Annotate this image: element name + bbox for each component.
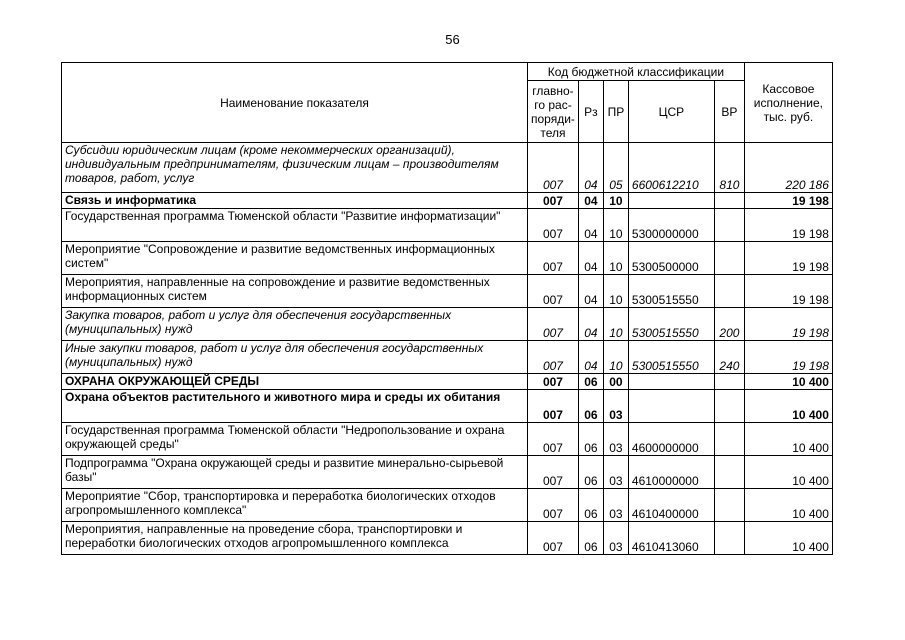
row-rz: 04	[578, 308, 603, 341]
row-vr: 200	[714, 308, 744, 341]
row-glavno: 007	[528, 242, 579, 275]
row-glavno: 007	[528, 374, 579, 390]
table-row	[62, 143, 833, 193]
row-glavno: 007	[528, 341, 579, 374]
table-row	[62, 456, 833, 489]
row-name: Мероприятие "Сбор, транспортировка и переработка биологических отходов агропромышленного комплекса"	[62, 489, 528, 522]
row-vr	[714, 374, 744, 390]
row-pr: 10	[603, 275, 628, 308]
row-sum: 10 400	[744, 456, 832, 489]
row-vr	[714, 209, 744, 242]
table-row	[62, 390, 833, 423]
row-sum: 19 198	[744, 193, 832, 209]
row-pr: 10	[603, 193, 628, 209]
row-rz: 06	[578, 489, 603, 522]
row-name: Субсидии юридическим лицам (кроме некоммерческих организаций), индивидуальным предпринимателям, физическим лицам – производителям товаров, работ, услуг	[62, 143, 528, 193]
row-csr: 4610413060	[628, 522, 714, 555]
row-name: Государственная программа Тюменской области "Развитие информатизации"	[62, 209, 528, 242]
row-pr: 00	[603, 374, 628, 390]
table-row	[62, 374, 833, 390]
row-sum: 19 198	[744, 308, 832, 341]
header-name: Наименование показателя	[62, 63, 528, 143]
table-row	[62, 193, 833, 209]
row-rz: 06	[578, 456, 603, 489]
row-pr: 10	[603, 242, 628, 275]
table-row	[62, 522, 833, 555]
row-vr	[714, 242, 744, 275]
row-glavno: 007	[528, 423, 579, 456]
row-sum: 10 400	[744, 423, 832, 456]
row-glavno: 007	[528, 275, 579, 308]
row-rz: 04	[578, 275, 603, 308]
row-vr	[714, 275, 744, 308]
row-csr: 5300515550	[628, 308, 714, 341]
row-pr: 03	[603, 390, 628, 423]
row-name: ОХРАНА ОКРУЖАЮЩЕЙ СРЕДЫ	[62, 374, 528, 390]
row-glavno: 007	[528, 390, 579, 423]
row-name: Мероприятия, направленные на сопровождение и развитие ведомственных информационных систем	[62, 275, 528, 308]
page-number: 56	[445, 32, 460, 47]
row-sum: 19 198	[744, 275, 832, 308]
header-csr: ЦСР	[628, 81, 714, 143]
budget-table	[61, 62, 833, 555]
row-csr	[628, 374, 714, 390]
row-glavno: 007	[528, 456, 579, 489]
row-name: Мероприятие "Сопровождение и развитие ведомственных информационных систем"	[62, 242, 528, 275]
row-name: Мероприятия, направленные на проведение сбора, транспортировки и переработки биологических отходов агропромышленного комплекса	[62, 522, 528, 555]
row-csr: 5300500000	[628, 242, 714, 275]
header-pr: ПР	[603, 81, 628, 143]
header-vr: ВР	[714, 81, 744, 143]
row-vr	[714, 489, 744, 522]
row-glavno: 007	[528, 209, 579, 242]
row-csr: 4610000000	[628, 456, 714, 489]
row-vr	[714, 522, 744, 555]
row-pr: 03	[603, 423, 628, 456]
row-pr: 05	[603, 143, 628, 193]
table-row	[62, 275, 833, 308]
row-glavno: 007	[528, 143, 579, 193]
row-sum: 19 198	[744, 341, 832, 374]
row-pr: 03	[603, 456, 628, 489]
row-pr: 03	[603, 489, 628, 522]
row-vr: 810	[714, 143, 744, 193]
table-row	[62, 341, 833, 374]
table-body	[62, 143, 833, 555]
row-rz: 04	[578, 209, 603, 242]
row-pr: 10	[603, 209, 628, 242]
row-csr	[628, 390, 714, 423]
header-code-group: Код бюджетной классификации	[528, 63, 745, 81]
row-csr	[628, 193, 714, 209]
row-rz: 04	[578, 193, 603, 209]
row-sum: 10 400	[744, 390, 832, 423]
row-glavno: 007	[528, 308, 579, 341]
table-row	[62, 423, 833, 456]
row-sum: 19 198	[744, 242, 832, 275]
row-rz: 06	[578, 423, 603, 456]
header-rz: Рз	[578, 81, 603, 143]
table-row	[62, 308, 833, 341]
table-row	[62, 242, 833, 275]
row-sum: 10 400	[744, 522, 832, 555]
row-csr: 4600000000	[628, 423, 714, 456]
row-name: Связь и информатика	[62, 193, 528, 209]
row-sum: 10 400	[744, 374, 832, 390]
row-rz: 04	[578, 143, 603, 193]
header-glavno: главно-го рас-поряди-теля	[528, 81, 579, 143]
row-vr	[714, 390, 744, 423]
row-pr: 10	[603, 341, 628, 374]
row-rz: 06	[578, 390, 603, 423]
header-kassa: Кассовое исполнение, тыс. руб.	[744, 63, 832, 143]
row-vr	[714, 456, 744, 489]
row-csr: 4610400000	[628, 489, 714, 522]
row-sum: 19 198	[744, 209, 832, 242]
row-csr: 5300515550	[628, 341, 714, 374]
row-pr: 03	[603, 522, 628, 555]
row-name: Иные закупки товаров, работ и услуг для обеспечения государственных (муниципальных) нужд	[62, 341, 528, 374]
row-csr: 6600612210	[628, 143, 714, 193]
row-glavno: 007	[528, 489, 579, 522]
row-name: Закупка товаров, работ и услуг для обеспечения государственных (муниципальных) нужд	[62, 308, 528, 341]
row-rz: 06	[578, 374, 603, 390]
row-name: Подпрограмма "Охрана окружающей среды и развитие минерально-сырьевой базы"	[62, 456, 528, 489]
table-row	[62, 489, 833, 522]
row-vr	[714, 193, 744, 209]
row-glavno: 007	[528, 193, 579, 209]
row-sum: 220 186	[744, 143, 832, 193]
row-csr: 5300000000	[628, 209, 714, 242]
row-sum: 10 400	[744, 489, 832, 522]
row-pr: 10	[603, 308, 628, 341]
table-row	[62, 209, 833, 242]
row-vr: 240	[714, 341, 744, 374]
row-name: Государственная программа Тюменской области "Недропользование и охрана окружающей среды"	[62, 423, 528, 456]
row-rz: 04	[578, 242, 603, 275]
row-name: Охрана объектов растительного и животного мира и среды их обитания	[62, 390, 528, 423]
row-vr	[714, 423, 744, 456]
row-csr: 5300515550	[628, 275, 714, 308]
row-rz: 04	[578, 341, 603, 374]
row-rz: 06	[578, 522, 603, 555]
row-glavno: 007	[528, 522, 579, 555]
